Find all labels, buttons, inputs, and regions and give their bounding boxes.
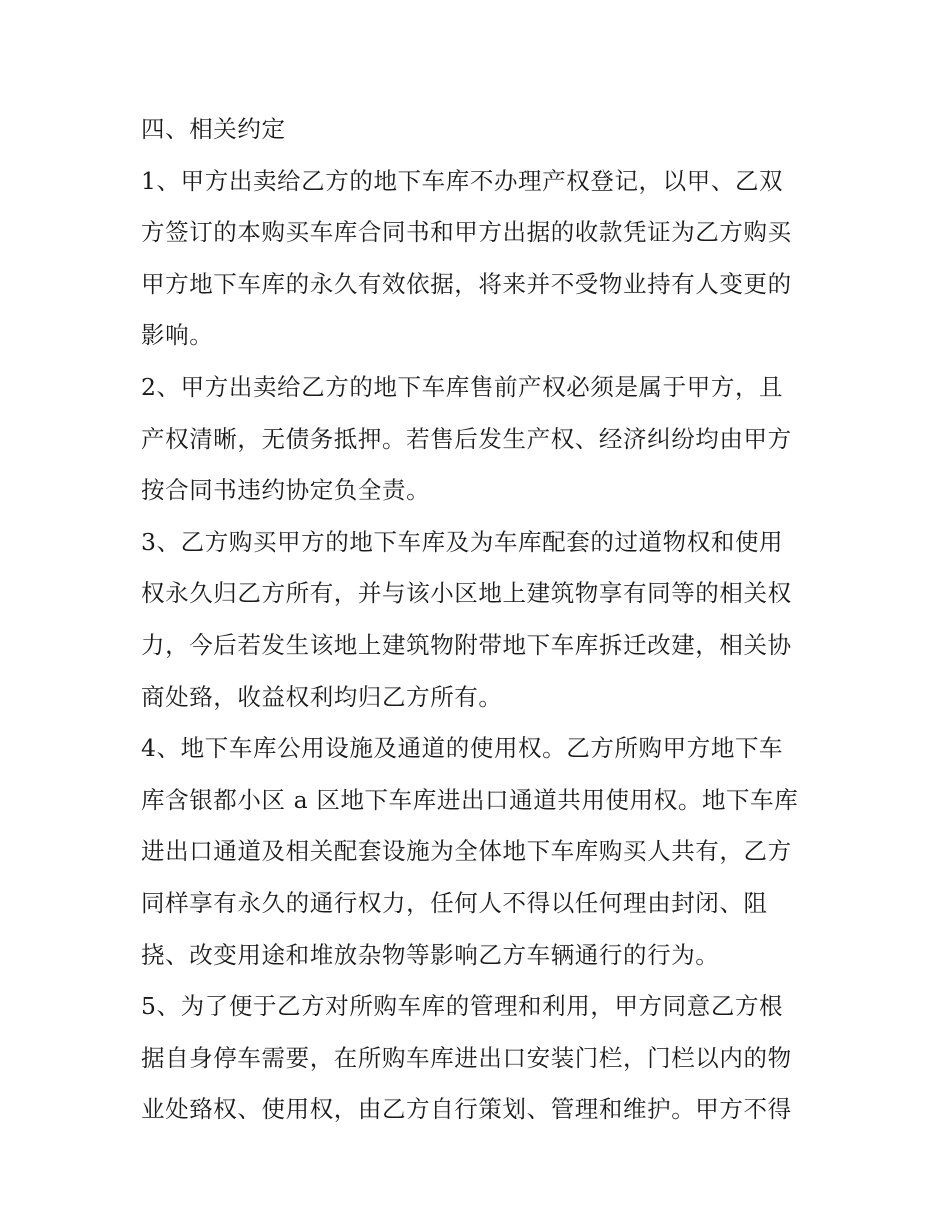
- clause-3-line-3: 力，今后若发生该地上建筑物附带地下车库拆迁改建，相关协: [141, 630, 792, 659]
- document-body: [141, 104, 821, 1136]
- clause-2-line-3: 按合同书违约协定负全责。: [141, 476, 431, 505]
- clause-4-line-1: 4、地下车库公用设施及通道的使用权。乙方所购甲方地下车: [141, 734, 784, 763]
- clause-3-line-1: 3、乙方购买甲方的地下车库及为车库配套的过道物权和使用: [141, 527, 784, 556]
- clause-4-line-4: 同样享有永久的通行权力，任何人不得以任何理由封闭、阻: [141, 888, 768, 917]
- clause-5-line-3: 业处臵权、使用权，由乙方自行策划、管理和维护。甲方不得: [141, 1095, 792, 1124]
- clause-1-line-2: 方签订的本购买车库合同书和甲方出据的收款凭证为乙方购买: [141, 218, 792, 247]
- clause-4-line-3: 进出口通道及相关配套设施为全体地下车库购买人共有，乙方: [141, 837, 792, 866]
- clause-2-line-1: 2、甲方出卖给乙方的地下车库售前产权必须是属于甲方，且: [141, 372, 784, 401]
- clause-1-line-4: 影响。: [141, 321, 214, 350]
- section-heading: 四、相关约定: [141, 115, 286, 143]
- clause-1-line-1: 1、甲方出卖给乙方的地下车库不办理产权登记，以甲、乙双: [141, 166, 784, 195]
- clause-1-line-3: 甲方地下车库的永久有效依据，将来并不受物业持有人变更的: [141, 269, 792, 298]
- clause-3-line-4: 商处臵，收益权利均归乙方所有。: [141, 682, 503, 711]
- clause-4-line-5: 挠、改变用途和堆放杂物等影响乙方车辆通行的行为。: [141, 940, 720, 969]
- clause-5-line-1: 5、为了便于乙方对所购车库的管理和利用，甲方同意乙方根: [141, 992, 784, 1021]
- clause-3-line-2: 权永久归乙方所有，并与该小区地上建筑物享有同等的相关权: [141, 579, 792, 608]
- clause-5-line-2: 据自身停车需要，在所购车库进出口安装门栏，门栏以内的物: [141, 1043, 792, 1072]
- clause-2-line-2: 产权清晰，无债务抵押。若售后发生产权、经济纠纷均由甲方: [141, 424, 792, 453]
- clause-4-line-2: 库含银都小区 a 区地下车库进出口通道共用使用权。地下车库: [141, 785, 799, 814]
